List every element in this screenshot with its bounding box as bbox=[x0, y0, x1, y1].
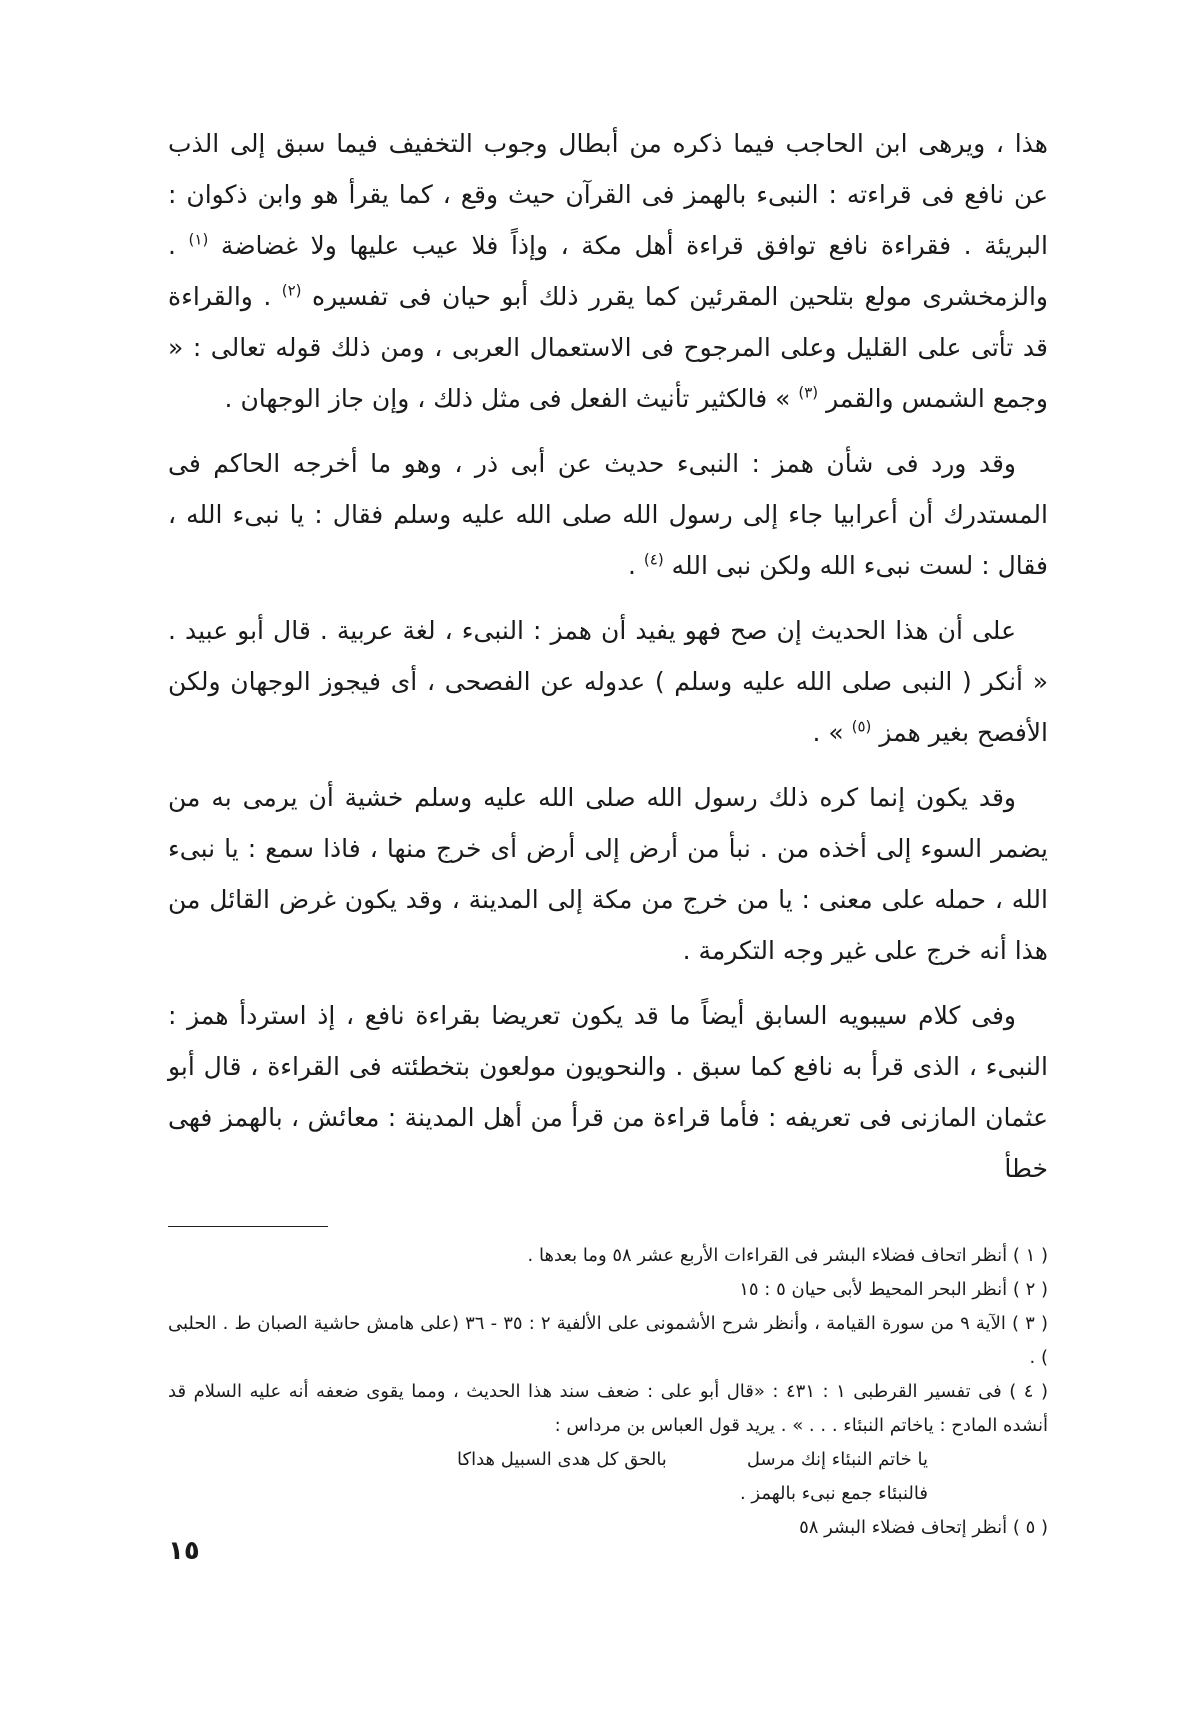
footnotes bbox=[168, 1239, 1048, 1545]
paragraph-2 bbox=[168, 438, 1048, 591]
paragraph-1b-text: والزمخشرى مولع بتلحين المقرئين كما يقرر ذلك أبو حيان فى تفسيره bbox=[311, 282, 1048, 311]
footnote-5: ( ٥ ) أنظر إتحاف فضلاء البشر ٥٨ bbox=[799, 1517, 1048, 1538]
footnote-ref-2: (٢) bbox=[281, 281, 302, 300]
paragraph-1d-text: » فالكثير تأنيث الفعل فى مثل ذلك ، وإن جاز الوجهان . bbox=[224, 384, 791, 413]
footnote-4: ( ٤ ) فى تفسير القرطبى ١ : ٤٣١ : «قال أبو على : ضعف سند هذا الحديث ، ومما يقوى ضعفه أنه عليه السلام قد أنشده المادح : ياخاتم النبئاء . . . » . يريد قول العباس بن مرداس : bbox=[168, 1381, 1049, 1436]
page-content bbox=[168, 118, 1048, 1545]
paragraph-5 bbox=[168, 990, 1048, 1194]
footnote-divider bbox=[168, 1226, 328, 1227]
paragraph-4 bbox=[168, 772, 1048, 976]
page-number: ١٥ bbox=[168, 1536, 200, 1566]
paragraph-1c-text: . والقراءة قد تأتى على القليل وعلى المرجوح فى الاستعمال العربى ، ومن ذلك قوله تعالى : « وجمع الشمس والقمر bbox=[168, 282, 1048, 413]
paragraph-1 bbox=[168, 118, 1048, 424]
paragraph-4-text: وقد يكون إنما كره ذلك رسول الله صلى الله عليه وسلم خشية أن يرمى به من يضمر السوء إلى أخذه من . نبأ من أرض إلى أرض أى خرج منها ، فاذا سمع : يا نبىء الله ، حمله على معنى : يا من خرج من مكة إلى المدينة ، وقد يكون غرض القائل من هذا أنه خرج على غير وجه التكرمة . bbox=[168, 783, 1048, 965]
verse-first-hemistich: يا خاتم النبئاء إنك مرسل bbox=[746, 1449, 928, 1470]
paragraph-1-text: هذا ، ويرهى ابن الحاجب فيما ذكره من أبطال وجوب التخفيف فيما سبق إلى الذب عن نافع فى قراءته : النبىء بالهمز فى القرآن حيث وقع ، كما يقرأ هو وابن ذكوان : البريئة . فقراءة نافع توافق قراءة أهل مكة ، وإذاً فلا عيب عليها ولا غضاضة bbox=[168, 129, 1048, 260]
footnote-ref-1: (١) bbox=[188, 230, 209, 249]
verse-second-hemistich: بالحق كل هدى السبيل هداكا bbox=[457, 1449, 667, 1470]
paragraph-1-end: . bbox=[168, 231, 176, 260]
paragraph-3-end: » . bbox=[812, 718, 844, 747]
footnote-1: ( ١ ) أنظر اتحاف فضلاء البشر فى القراءات الأربع عشر ٥٨ وما بعدها . bbox=[527, 1245, 1048, 1266]
footnote-ref-3: (٣) bbox=[798, 383, 819, 402]
paragraph-3 bbox=[168, 605, 1048, 758]
footnote-2: ( ٢ ) أنظر البحر المحيط لأبى حيان ٥ : ١٥ bbox=[739, 1279, 1048, 1300]
main-text bbox=[168, 118, 1048, 1194]
paragraph-2-end: . bbox=[628, 551, 636, 580]
paragraph-5-text: وفى كلام سيبويه السابق أيضاً ما قد يكون تعريضا بقراءة نافع ، إذ استردأ همز : النبىء ، الذى قرأ به نافع كما سبق . والنحويون مولعون بتخطئته فى القراءة ، قال أبو عثمان المازنى فى تعريفه : فأما قراءة من قرأ من أهل المدينة : معائش ، بالهمز فهى خطأ bbox=[168, 1001, 1048, 1183]
footnote-4-verse bbox=[168, 1443, 1048, 1477]
footnote-ref-4: (٤) bbox=[643, 550, 664, 569]
paragraph-3-text: على أن هذا الحديث إن صح فهو يفيد أن همز : النبىء ، لغة عربية . قال أبو عبيد . « أنكر ( النبى صلى الله عليه وسلم ) عدوله عن الفصحى ، أى فيجوز الوجهان ولكن الأفصح بغير همز bbox=[168, 616, 1048, 747]
footnote-3: ( ٣ ) الآية ٩ من سورة القيامة ، وأنظر شرح الأشمونى على الألفية ٢ : ٣٥ - ٣٦ (على هامش حاشية الصبان ط . الحلبى ) . bbox=[168, 1313, 1048, 1368]
footnote-ref-5: (٥) bbox=[851, 717, 872, 736]
footnote-divider-wrap bbox=[168, 1208, 1048, 1239]
paragraph-2-text: وقد ورد فى شأن همز : النبىء حديث عن أبى ذر ، وهو ما أخرجه الحاكم فى المستدرك أن أعرابيا جاء إلى رسول الله صلى الله عليه وسلم فقال : يا نبىء الله ، فقال : لست نبىء الله ولكن نبى الله bbox=[168, 449, 1048, 580]
footnote-4-verse-note: فالنبئاء جمع نبىء بالهمز . bbox=[739, 1483, 928, 1504]
